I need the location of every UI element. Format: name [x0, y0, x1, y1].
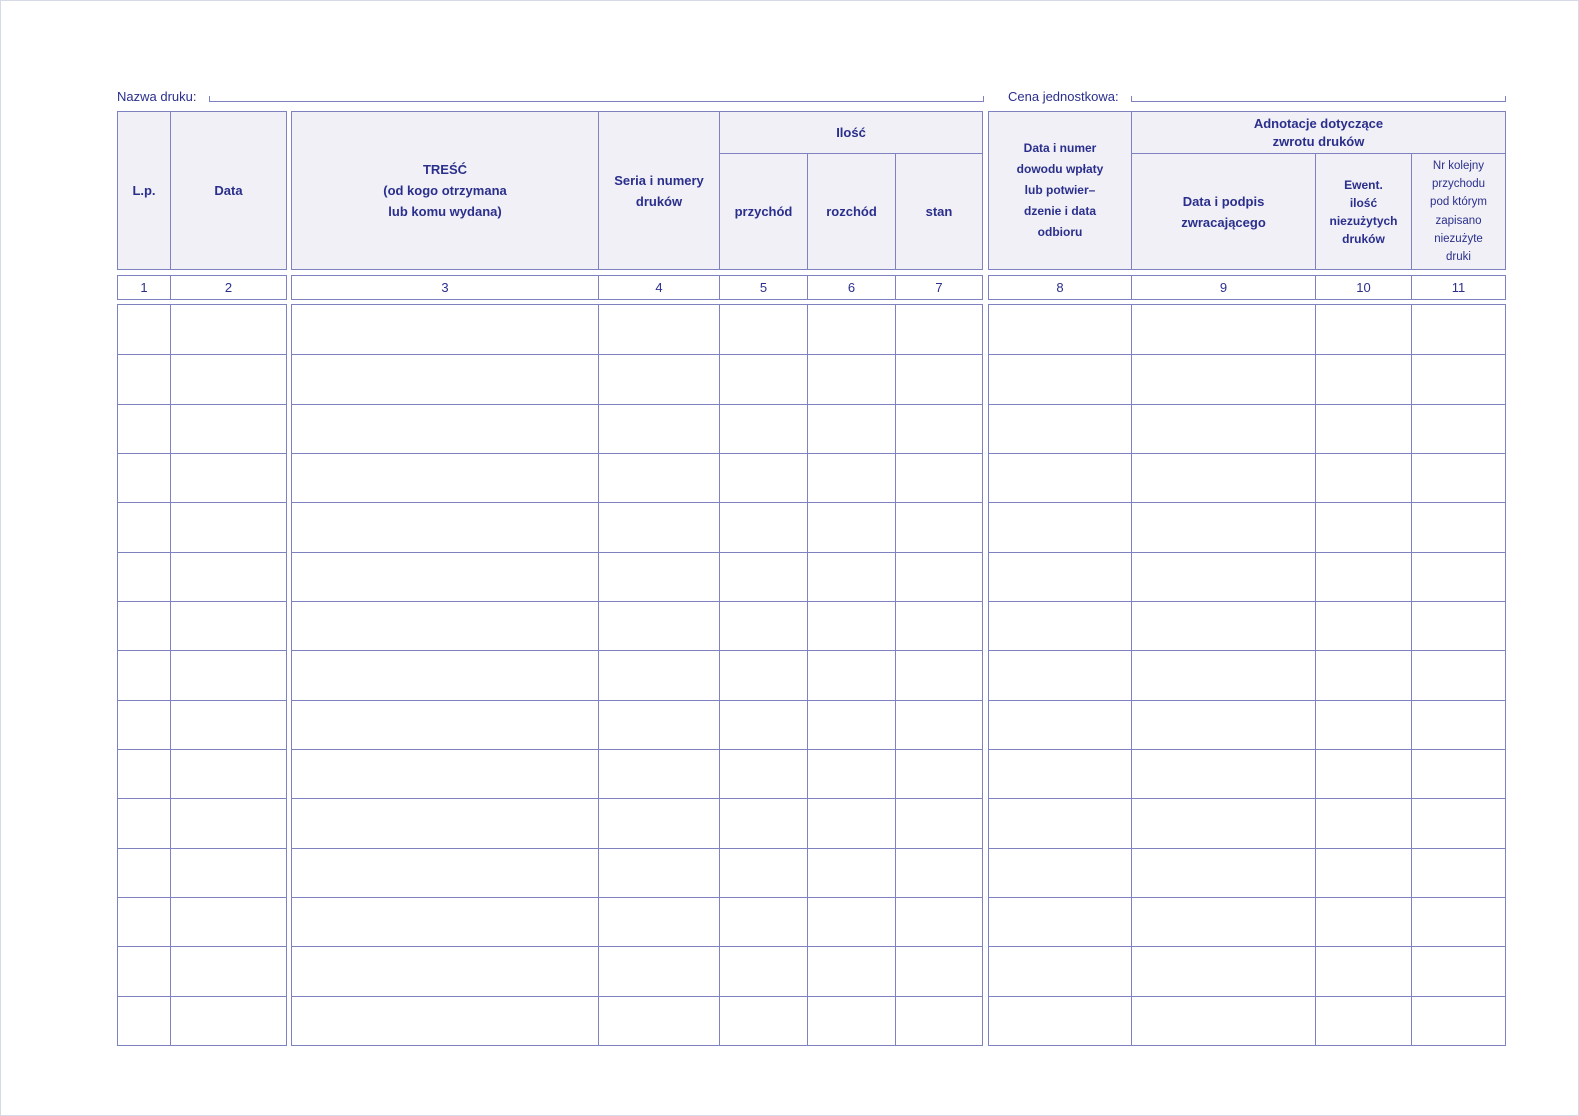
entry-row-separator: [292, 946, 982, 947]
entry-row-separator: [989, 354, 1505, 355]
column-number: 4: [655, 280, 663, 295]
entry-row-separator: [118, 946, 286, 947]
header-unused-quantity: Ewent. ilość niezużytych druków: [1329, 177, 1398, 246]
header-payment-proof: Data i numer dowodu wpłaty lub potwier– dzenie i data odbioru: [1016, 141, 1104, 239]
entry-row-separator: [989, 996, 1505, 997]
entry-row-separator: [989, 749, 1505, 750]
entry-row-separator: [292, 700, 982, 701]
entry-row-separator: [292, 354, 982, 355]
entry-row-separator: [118, 601, 286, 602]
column-number: 2: [224, 280, 233, 295]
entry-row-separator: [118, 404, 286, 405]
column-number: 10: [1356, 280, 1371, 295]
column-number: 5: [759, 280, 768, 295]
entry-row-separator: [118, 749, 286, 750]
entry-row-separator: [292, 848, 982, 849]
entry-row-separator: [989, 700, 1505, 701]
header-balance: stan: [925, 204, 953, 219]
print-name-field[interactable]: [209, 96, 984, 102]
column-number: 7: [935, 280, 943, 295]
column-number: 11: [1451, 280, 1466, 295]
entry-row-separator: [118, 996, 286, 997]
entry-row-separator: [118, 502, 286, 503]
header-block-lp-data: [117, 111, 287, 270]
entry-row-separator: [292, 502, 982, 503]
entry-row-separator: [989, 404, 1505, 405]
column-number: 3: [441, 280, 449, 295]
header-series-numbers: Seria i numery druków: [614, 172, 704, 209]
entry-row-separator: [989, 453, 1505, 454]
entry-row-separator: [118, 650, 286, 651]
unit-price-label: Cena jednostkowa:: [1008, 89, 1119, 104]
header-return-signature: Data i podpis zwracającego: [1181, 193, 1266, 230]
entry-row-separator: [989, 897, 1505, 898]
entry-row-separator: [118, 354, 286, 355]
header-block-content: [291, 111, 983, 270]
entry-row-separator: [118, 552, 286, 553]
colnum-block-b: [291, 275, 983, 300]
entry-row-separator: [292, 552, 982, 553]
entry-row-separator: [292, 798, 982, 799]
colnum-block-c: [988, 275, 1506, 300]
column-number: 8: [1056, 280, 1064, 295]
entry-row-separator: [989, 502, 1505, 503]
entry-row-separator: [292, 404, 982, 405]
entry-row-separator: [292, 897, 982, 898]
unit-price-field[interactable]: [1131, 96, 1506, 102]
entry-row-separator: [118, 848, 286, 849]
entry-row-separator: [989, 798, 1505, 799]
entry-row-separator: [989, 848, 1505, 849]
column-number: 1: [140, 280, 148, 295]
print-name-label: Nazwa druku:: [117, 89, 197, 104]
entry-grid-a[interactable]: [117, 304, 287, 1046]
column-number: 9: [1219, 280, 1228, 295]
entry-row-separator: [292, 601, 982, 602]
header-date: Data: [214, 183, 243, 198]
header-lp: L.p.: [132, 183, 156, 198]
entry-row-separator: [118, 798, 286, 799]
header-content: TREŚĆ (od kogo otrzymana lub komu wydana): [383, 162, 507, 219]
colnum-block-a: [117, 275, 287, 300]
entry-row-separator: [989, 552, 1505, 553]
header-block-annotations: [988, 111, 1506, 270]
entry-row-separator: [989, 650, 1505, 651]
header-income-number: Nr kolejny przychodu pod którym zapisano niezużyte druki: [1430, 159, 1487, 263]
header-income: przychód: [734, 204, 793, 219]
entry-row-separator: [292, 650, 982, 651]
entry-row-separator: [292, 749, 982, 750]
entry-row-separator: [118, 700, 286, 701]
entry-grid-c[interactable]: [988, 304, 1506, 1046]
entry-row-separator: [989, 946, 1505, 947]
entry-row-separator: [118, 897, 286, 898]
entry-row-separator: [118, 453, 286, 454]
header-outgo: rozchód: [826, 204, 877, 219]
entry-row-separator: [989, 601, 1505, 602]
header-quantity: Ilość: [836, 125, 866, 140]
column-number: 6: [847, 280, 856, 295]
entry-row-separator: [292, 996, 982, 997]
header-return-annotations: Adnotacje dotyczące zwrotu druków: [1253, 115, 1384, 149]
entry-row-separator: [292, 453, 982, 454]
entry-grid-b[interactable]: [291, 304, 983, 1046]
